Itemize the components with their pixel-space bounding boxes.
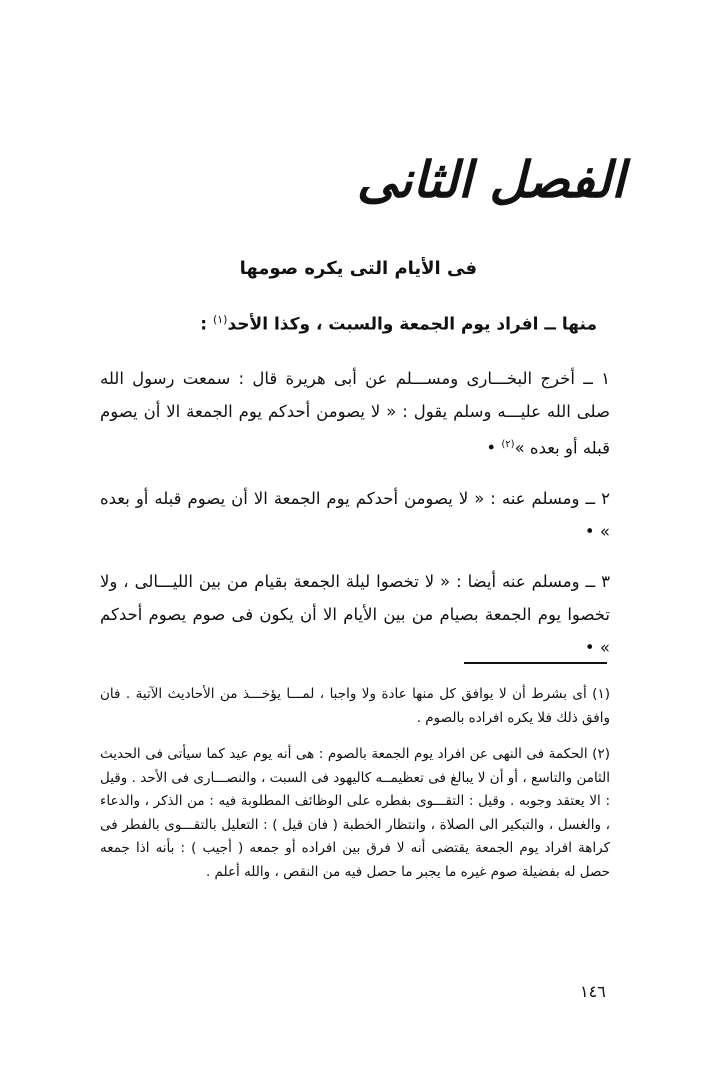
hadith-paragraph xyxy=(100,482,610,548)
hadith-text: ١ ــ أخرج البخـــارى ومســـلم عن أبى هريرة قال : سمعت رسول الله صلى الله عليـــه وسلم يقول : « لا يصومن أحدكم يوم الجمعة الا أن يصوم قبله أو بعده » xyxy=(100,369,610,458)
page-number: ١٤٦ xyxy=(580,982,606,1001)
sub-heading-suffix: : xyxy=(200,314,213,335)
section-heading: فى الأيام التى يكره صومها xyxy=(239,258,477,279)
sub-heading xyxy=(200,313,597,335)
hadith-paragraph xyxy=(100,362,610,465)
hadith-end: • xyxy=(486,438,502,458)
sub-heading-text: منها ــ افراد يوم الجمعة والسبت ، وكذا الأحد xyxy=(227,314,597,335)
hadith-text: ٣ ــ ومسلم عنه أيضا : « لا تخصوا ليلة الجمعة بقيام من بين الليـــالى ، ولا تخصوا يوم الجمعة بصيام من بين الأيام الا أن يكون فى صوم يصوم أحدكم » • xyxy=(100,572,610,657)
footnote-ref-2: (٢) xyxy=(501,439,515,450)
hadith-paragraph xyxy=(100,565,610,664)
footnote-divider xyxy=(464,662,607,664)
footnote: (٢) الحكمة فى النهى عن افراد يوم الجمعة بالصوم : هى أنه يوم عيد كما سيأتى فى الحديث الثامن والتاسع ، أو أن لا يبالغ فى تعظيمــه كاليهود فى السبت ، والنصـــارى فى الأحد . وقيل : الا يعتقد وجوبه . وقيل : التقـــوى بفطره على الوظائف المطلوبة فيه : من الذكر ، والدعاء ، والغسل ، والتبكير الى الصلاة ، وانتظار الخطبة ( فان قيل ) : التعليل بالتقـــوى بالفطر فى كراهة افراد يوم الجمعة يقتضى أنه لا فرق بين افراده أو جمعه ( أجيب ) : بأنه اذا جمعه حصل له بفضيلة صوم غيره ما يجبر ما حصل فيه من النقص ، والله أعلم . xyxy=(100,746,610,880)
footnote-ref-1: (١) xyxy=(212,313,228,326)
chapter-title: الفصل الثانى xyxy=(356,150,625,209)
hadith-text: ٢ ــ ومسلم عنه : « لا يصومن أحدكم يوم الجمعة الا أن يصوم قبله أو بعده » • xyxy=(100,489,610,541)
footnote: (١) أى بشرط أن لا يوافق كل منها عادة ولا واجبا ، لمـــا يؤخـــذ من الأحاديث الآتية . فان وافق ذلك فلا يكره افراده بالصوم . xyxy=(100,686,610,726)
